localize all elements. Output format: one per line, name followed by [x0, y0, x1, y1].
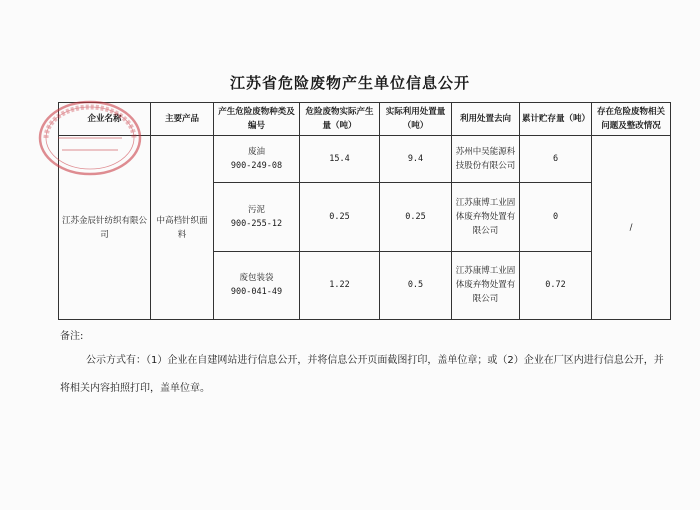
waste-code: 900-249-08 [230, 161, 283, 172]
cell-actual-amount: 1.22 [300, 251, 380, 319]
document-title: 江苏省危险废物产生单位信息公开 [229, 74, 470, 92]
waste-name: 废包装袋 [239, 273, 274, 284]
waste-code: 900-255-12 [230, 218, 283, 229]
cell-destination: 江苏康博工业固体废弃物处置有限公司 [452, 183, 520, 251]
cell-stored: 0 [520, 183, 592, 251]
notes-label: 备注: [60, 331, 84, 342]
waste-code: 900-041-49 [230, 287, 283, 298]
header-issues: 存在危险废物相关问题及整改情况 [592, 103, 671, 136]
header-stored: 累计贮存量（吨） [520, 103, 592, 136]
cell-utilized: 9.4 [380, 136, 452, 183]
cell-destination: 苏州中吴能源科技股份有限公司 [452, 136, 520, 183]
cell-waste-type [214, 251, 300, 319]
header-actual-amount: 危险废物实际产生量（吨） [300, 103, 380, 136]
cell-main-product: 中高档针织面料 [151, 136, 214, 320]
cell-stored: 0.72 [520, 251, 592, 319]
header-waste-type: 产生危险废物种类及编号 [214, 103, 300, 136]
cell-issues: / [592, 136, 671, 320]
cell-actual-amount: 15.4 [300, 136, 380, 183]
waste-name: 污泥 [247, 204, 265, 215]
hazardous-waste-table [58, 102, 671, 320]
cell-company-name: 江苏金辰针纺织有限公司 [59, 136, 151, 320]
table-row [59, 136, 671, 183]
cell-stored: 6 [520, 136, 592, 183]
cell-actual-amount: 0.25 [300, 183, 380, 251]
cell-waste-type [214, 136, 300, 183]
header-product: 主要产品 [151, 103, 214, 136]
cell-waste-type [214, 183, 300, 251]
cell-utilized: 0.5 [380, 251, 452, 319]
waste-name: 废油 [247, 147, 265, 158]
header-company: 企业名称 [59, 103, 151, 136]
cell-destination: 江苏康博工业固体废弃物处置有限公司 [452, 251, 520, 319]
table-header-row [59, 103, 671, 136]
notes-text: 公示方式有：（1）企业在自建网站进行信息公开，并将信息公开页面截图打印，盖单位章；或（2）企业在厂区内进行信息公开，并将相关内容拍照打印，盖单位章。 [60, 355, 664, 394]
header-utilized: 实际利用处置量（吨） [380, 103, 452, 136]
cell-utilized: 0.25 [380, 183, 452, 251]
header-destination: 利用处置去向 [452, 103, 520, 136]
